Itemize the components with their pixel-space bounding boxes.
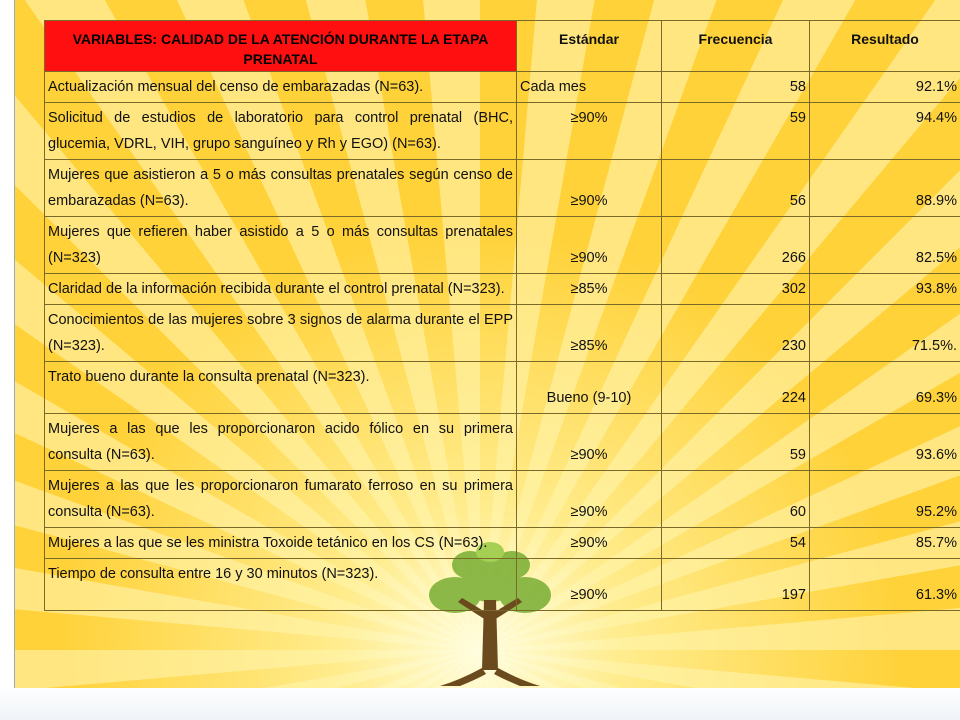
cell-resultado: 92.1% [810,72,960,103]
cell-frecuencia: 54 [662,528,810,559]
table-header-row [45,21,960,72]
cell-resultado: 88.9% [810,160,960,217]
cell-variable: Actualización mensual del censo de embarazadas (N=63). [45,72,517,103]
cell-variable: Mujeres que refieren haber asistido a 5 o más consultas prenatales (N=323) [45,217,517,274]
cell-estandar: Cada mes [517,72,662,103]
calidad-atencion-table [44,20,960,611]
table-row [45,274,960,305]
cell-frecuencia: 302 [662,274,810,305]
cell-resultado: 93.6% [810,414,960,471]
cell-variable: Solicitud de estudios de laboratorio para control prenatal (BHC, glucemia, VDRL, VIH, grupo sanguíneo y Rh y EGO) (N=63). [45,103,517,160]
cell-variable: Tiempo de consulta entre 16 y 30 minutos (N=323). [45,559,517,611]
table-row [45,103,960,160]
cell-resultado: 93.8% [810,274,960,305]
cell-frecuencia: 197 [662,559,810,611]
cell-variable: Conocimientos de las mujeres sobre 3 signos de alarma durante el EPP (N=323). [45,305,517,362]
cell-estandar: ≥85% [517,274,662,305]
header-estandar: Estándar [517,21,662,72]
slide-left-frame [0,0,15,690]
cell-frecuencia: 56 [662,160,810,217]
cell-resultado: 85.7% [810,528,960,559]
cell-estandar: ≥90% [517,217,662,274]
cell-estandar: ≥90% [517,471,662,528]
cell-resultado: 94.4% [810,103,960,160]
cell-estandar: ≥90% [517,559,662,611]
table-row [45,414,960,471]
cell-estandar: ≥85% [517,305,662,362]
slide-bottom-band [0,688,960,720]
cell-estandar: ≥90% [517,528,662,559]
table-row [45,72,960,103]
table-row [45,559,960,611]
table-row [45,305,960,362]
header-variables: VARIABLES: CALIDAD DE LA ATENCIÓN DURANTE LA ETAPA PRENATAL [45,21,517,72]
header-frecuencia: Frecuencia [662,21,810,72]
cell-frecuencia: 266 [662,217,810,274]
cell-frecuencia: 60 [662,471,810,528]
cell-estandar: ≥90% [517,160,662,217]
cell-estandar: ≥90% [517,414,662,471]
cell-resultado: 69.3% [810,362,960,414]
cell-variable: Claridad de la información recibida durante el control prenatal (N=323). [45,274,517,305]
table-row [45,471,960,528]
cell-frecuencia: 224 [662,362,810,414]
cell-variable: Mujeres a las que les proporcionaron acido fólico en su primera consulta (N=63). [45,414,517,471]
cell-variable: Mujeres a las que les proporcionaron fumarato ferroso en su primera consulta (N=63). [45,471,517,528]
cell-estandar: ≥90% [517,103,662,160]
cell-frecuencia: 58 [662,72,810,103]
cell-frecuencia: 59 [662,103,810,160]
cell-resultado: 61.3% [810,559,960,611]
cell-resultado: 71.5%. [810,305,960,362]
cell-resultado: 95.2% [810,471,960,528]
cell-resultado: 82.5% [810,217,960,274]
table-row [45,217,960,274]
table-row [45,160,960,217]
cell-variable: Mujeres que asistieron a 5 o más consultas prenatales según censo de embarazadas (N=63). [45,160,517,217]
table-row [45,528,960,559]
cell-frecuencia: 230 [662,305,810,362]
cell-estandar: Bueno (9-10) [517,362,662,414]
cell-variable: Trato bueno durante la consulta prenatal (N=323). [45,362,517,414]
header-resultado: Resultado [810,21,960,72]
cell-variable: Mujeres a las que se les ministra Toxoide tetánico en los CS (N=63). [45,528,517,559]
table-row [45,362,960,414]
cell-frecuencia: 59 [662,414,810,471]
